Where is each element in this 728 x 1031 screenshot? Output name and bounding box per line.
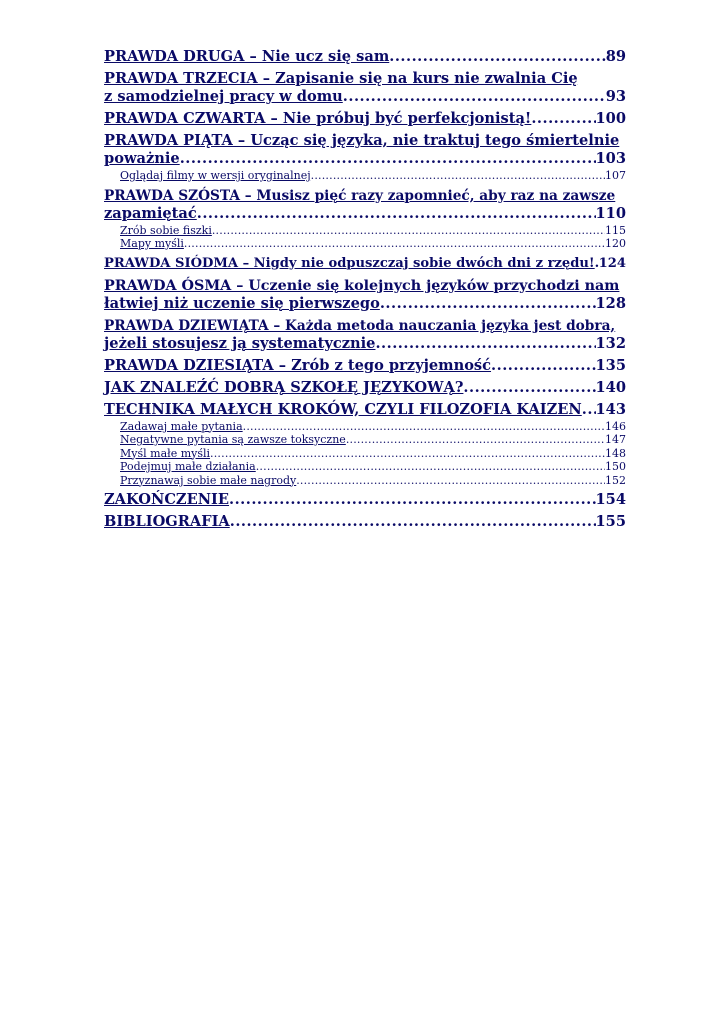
- toc-subentry[interactable]: [104, 447, 626, 461]
- toc-entry-title-line: PRAWDA DZIEWIĄTA – Każda metoda nauczania języka jest dobra,: [104, 317, 616, 334]
- toc-entry-line: [104, 48, 626, 66]
- toc-entry-line: [120, 433, 626, 447]
- toc-entry-line: [120, 420, 626, 434]
- toc-entry-title: poważnie: [104, 150, 180, 167]
- toc-entry[interactable]: [104, 401, 626, 419]
- toc-subentry[interactable]: [104, 237, 626, 251]
- toc-entry-title: BIBLIOGRAFIA: [104, 513, 230, 530]
- toc-page-number: 93: [605, 88, 626, 105]
- toc-page-number: 132: [595, 334, 626, 352]
- toc-subentry[interactable]: [104, 224, 626, 238]
- toc-entry-title: Negatywne pytania są zawsze toksyczne: [120, 433, 346, 446]
- toc-entry[interactable]: [104, 187, 626, 223]
- toc-entry-title: łatwiej niż uczenie się pierwszego: [104, 294, 380, 312]
- table-of-contents: [104, 48, 626, 531]
- toc-entry-title: PRAWDA DZIESIĄTA – Zrób z tego przyjemność: [104, 356, 492, 374]
- toc-page-number: 103: [595, 150, 626, 167]
- toc-entry-line: [104, 357, 626, 375]
- dot-leader: [531, 110, 595, 128]
- toc-page-number: 124: [598, 255, 626, 271]
- dot-leader: [180, 150, 596, 168]
- dot-leader: [296, 474, 605, 488]
- toc-page-number: 100: [595, 110, 626, 127]
- toc-entry[interactable]: [104, 277, 626, 313]
- dot-leader: [197, 205, 596, 223]
- toc-entry-line: [120, 460, 626, 474]
- toc-entry-title-line: PRAWDA SZÓSTA – Musisz pięć razy zapomnieć, aby raz na zawsze: [104, 187, 616, 204]
- dot-leader: [343, 88, 606, 106]
- toc-entry[interactable]: [104, 357, 626, 375]
- toc-entry-line: [104, 295, 626, 313]
- dot-leader: [582, 401, 596, 419]
- toc-page-number: 110: [595, 204, 626, 222]
- toc-entry-line: [104, 150, 626, 168]
- toc-entry-title-line: PRAWDA PIĄTA – Ucząc się języka, nie traktuj tego śmiertelnie: [104, 132, 620, 149]
- toc-entry[interactable]: [104, 110, 626, 128]
- toc-entry-title: z samodzielnej pracy w domu: [104, 88, 343, 105]
- toc-subentry[interactable]: [104, 474, 626, 488]
- toc-page-number: 150: [605, 460, 626, 473]
- dot-leader: [184, 237, 605, 251]
- toc-entry-title: Oglądaj filmy w wersji oryginalnej: [120, 169, 311, 182]
- toc-entry[interactable]: [104, 379, 626, 397]
- toc-entry[interactable]: [104, 255, 626, 273]
- toc-entry-title: PRAWDA SIÓDMA – Nigdy nie odpuszczaj sobie dwóch dni z rzędu!: [104, 255, 595, 271]
- dot-leader: [229, 491, 596, 509]
- toc-subentry[interactable]: [104, 169, 626, 183]
- dot-leader: [375, 335, 595, 353]
- toc-entry-title: Myśl małe myśli: [120, 446, 211, 460]
- toc-entry-title: Podejmuj małe działania: [120, 460, 256, 473]
- toc-entry-line: [104, 88, 626, 106]
- toc-entry-line: [120, 474, 626, 488]
- dot-leader: [210, 447, 605, 461]
- toc-entry-line: [104, 379, 626, 397]
- toc-entry-title: PRAWDA CZWARTA – Nie próbuj być perfekcjonistą!: [104, 110, 532, 127]
- toc-page-number: 115: [605, 223, 626, 237]
- toc-entry[interactable]: [104, 48, 626, 66]
- toc-entry[interactable]: [104, 132, 626, 168]
- toc-entry-line: [104, 513, 626, 531]
- dot-leader: [346, 433, 605, 447]
- toc-page-number: 128: [595, 294, 626, 312]
- toc-entry[interactable]: [104, 513, 626, 531]
- toc-page-number: 135: [595, 356, 626, 374]
- toc-entry-line: [120, 169, 626, 183]
- dot-leader: [311, 169, 605, 183]
- toc-page-number: 155: [595, 513, 626, 530]
- toc-entry-line: [104, 110, 626, 128]
- toc-entry-line: [120, 447, 626, 461]
- toc-subentry[interactable]: [104, 460, 626, 474]
- toc-page-number: 120: [605, 237, 626, 250]
- toc-page-number: 143: [595, 400, 626, 418]
- dot-leader: [491, 357, 596, 375]
- toc-page-number: 147: [605, 433, 626, 446]
- toc-page-number: 89: [605, 48, 626, 65]
- toc-page-number: 148: [605, 446, 626, 460]
- dot-leader: [212, 224, 605, 238]
- toc-page-number: 107: [605, 169, 626, 182]
- toc-page-number: 146: [605, 419, 626, 433]
- toc-entry-title: TECHNIKA MAŁYCH KROKÓW, CZYLI FILOZOFIA KAIZEN: [104, 400, 582, 418]
- toc-entry[interactable]: [104, 491, 626, 509]
- toc-entry-title: jeżeli stosujesz ją systematycznie: [104, 334, 376, 352]
- toc-entry-title: Zrób sobie fiszki: [120, 223, 212, 237]
- dot-leader: [243, 420, 605, 434]
- toc-entry-line: [120, 237, 626, 251]
- toc-page-number: 152: [605, 473, 626, 487]
- dot-leader: [389, 48, 605, 66]
- toc-entry-title: PRAWDA DRUGA – Nie ucz się sam: [104, 48, 390, 65]
- toc-entry-title: zapamiętać: [104, 204, 197, 222]
- toc-entry-title: ZAKOŃCZENIE: [104, 491, 230, 508]
- toc-entry-title-line: PRAWDA ÓSMA – Uczenie się kolejnych języków przychodzi nam: [104, 277, 620, 294]
- toc-entry[interactable]: [104, 317, 626, 353]
- toc-subentry[interactable]: [104, 433, 626, 447]
- dot-leader: [380, 295, 596, 313]
- toc-entry-line: [104, 491, 626, 509]
- toc-entry-line: [120, 224, 626, 238]
- toc-page-number: 154: [595, 491, 626, 508]
- toc-entry[interactable]: [104, 70, 626, 106]
- toc-entry-title: JAK ZNALEŹĆ DOBRĄ SZKOŁĘ JĘZYKOWĄ?: [104, 378, 464, 396]
- toc-entry-title: Mapy myśli: [120, 237, 184, 250]
- toc-entry-line: [104, 335, 626, 353]
- toc-page-number: 140: [595, 378, 626, 396]
- dot-leader: [463, 379, 595, 397]
- toc-entry-line: [104, 205, 626, 223]
- toc-entry-title: Zadawaj małe pytania: [120, 419, 243, 433]
- dot-leader: [256, 460, 605, 474]
- toc-entry-line: [104, 255, 626, 273]
- toc-entry-line: [104, 401, 626, 419]
- toc-subentry[interactable]: [104, 420, 626, 434]
- toc-entry-title-line: PRAWDA TRZECIA – Zapisanie się na kurs nie zwalnia Cię: [104, 70, 578, 87]
- dot-leader: [230, 513, 596, 531]
- toc-entry-title: Przyznawaj sobie małe nagrody: [120, 473, 297, 487]
